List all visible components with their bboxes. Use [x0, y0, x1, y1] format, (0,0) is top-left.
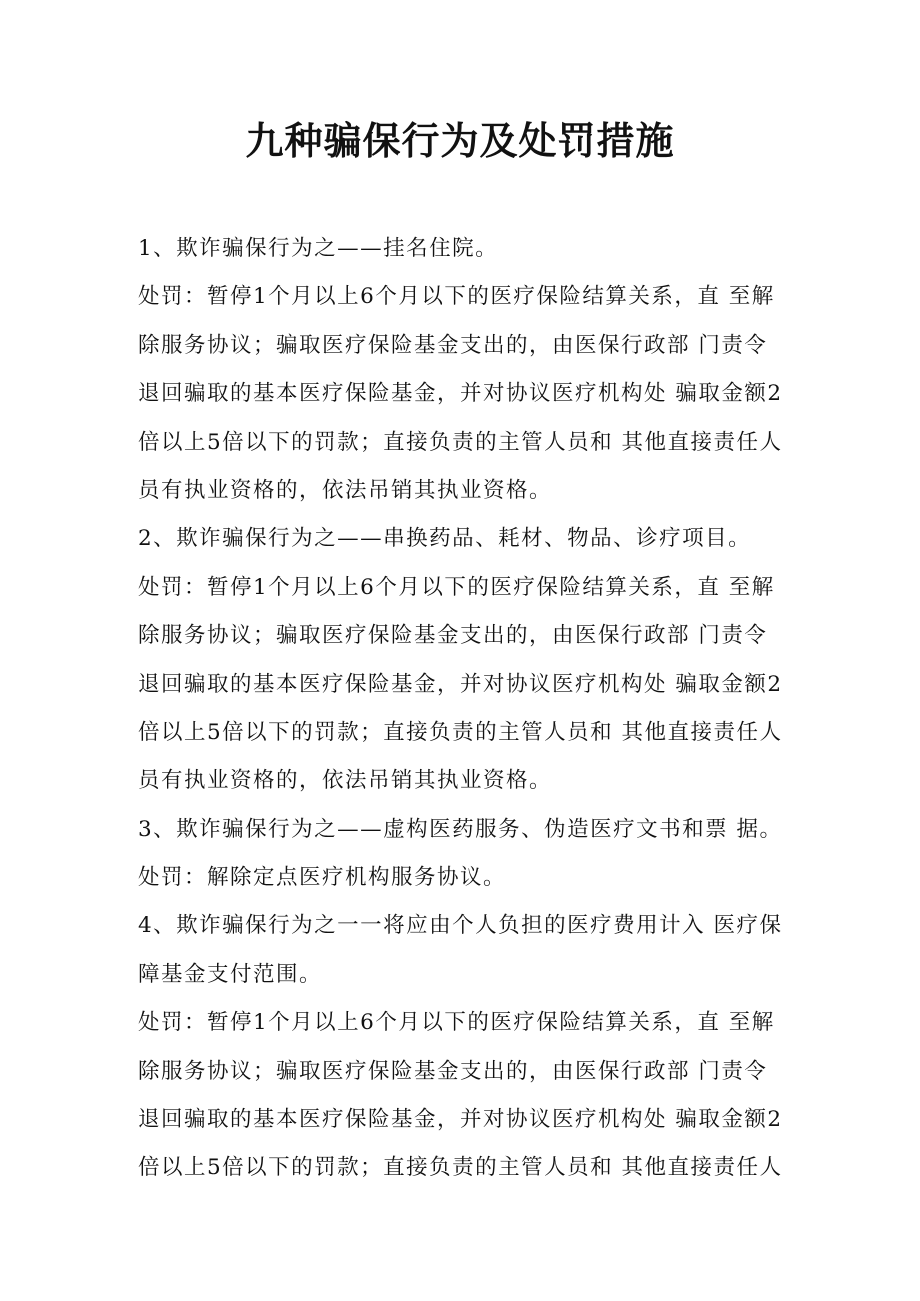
text-line: 处罚：解除定点医疗机构服务协议。	[138, 865, 507, 891]
text-line: 除服务协议；骗取医疗保险基金支出的，由医保行政部 门责令	[138, 332, 768, 358]
document-body	[138, 225, 818, 1193]
text-line: 2、欺诈骗保行为之——串换药品、耗材、物品、诊疗项目。	[138, 526, 752, 552]
text-line: 处罚：暂停1个月以上6个月以下的医疗保险结算关系，直 至解	[138, 574, 775, 600]
text-line: 员有执业资格的，依法吊销其执业资格。	[138, 477, 553, 503]
text-line: 倍以上5倍以下的罚款；直接负责的主管人员和 其他直接责任人	[138, 1155, 783, 1181]
text-line: 退回骗取的基本医疗保险基金，并对协议医疗机构处 骗取金额2	[138, 381, 783, 407]
text-line: 倍以上5倍以下的罚款；直接负责的主管人员和 其他直接责任人	[138, 719, 783, 745]
text-line: 除服务协议；骗取医疗保险基金支出的，由医保行政部 门责令	[138, 1058, 768, 1084]
text-line: 退回骗取的基本医疗保险基金，并对协议医疗机构处 骗取金额2	[138, 671, 783, 697]
text-line: 员有执业资格的，依法吊销其执业资格。	[138, 768, 553, 794]
text-line: 退回骗取的基本医疗保险基金，并对协议医疗机构处 骗取金额2	[138, 1107, 783, 1133]
text-line: 除服务协议；骗取医疗保险基金支出的，由医保行政部 门责令	[138, 623, 768, 649]
text-line: 障基金支付范围。	[138, 961, 323, 987]
text-line: 1、欺诈骗保行为之——挂名住院。	[138, 236, 499, 261]
text-line: 3、欺诈骗保行为之——虚构医药服务、伪造医疗文书和票 据。	[138, 816, 783, 842]
document-title: 九种骗保行为及处罚措施	[245, 119, 675, 163]
text-line: 倍以上5倍以下的罚款；直接负责的主管人员和 其他直接责任人	[138, 429, 783, 455]
text-line: 处罚：暂停1个月以上6个月以下的医疗保险结算关系，直 至解	[138, 284, 775, 310]
text-line: 处罚：暂停1个月以上6个月以下的医疗保险结算关系，直 至解	[138, 1010, 775, 1036]
text-line: 4、欺诈骗保行为之一一将应由个人负担的医疗费用计入 医疗保	[138, 913, 783, 939]
